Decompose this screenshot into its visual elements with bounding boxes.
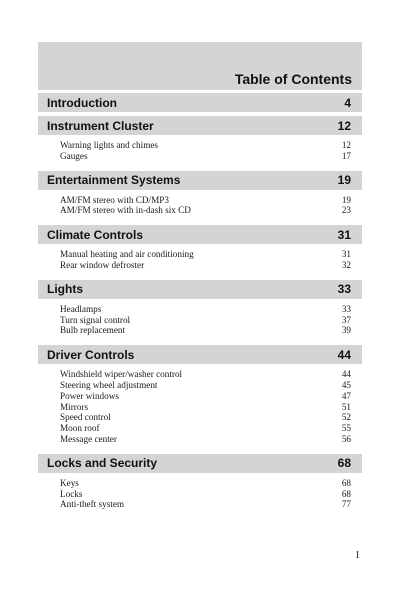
section-items [38,299,362,341]
toc-entry[interactable] [60,391,351,402]
toc-entry[interactable] [60,140,351,151]
section-page-number: 68 [337,456,351,471]
section-header[interactable] [38,116,362,135]
section-page-number: 4 [344,95,351,110]
toc-entry-label: Mirrors [60,401,89,412]
section-page-number: 31 [337,227,351,242]
toc-entry[interactable] [60,369,351,380]
toc-entry-label: AM/FM stereo with CD/MP3 [60,194,169,205]
toc-entry-label: Warning lights and chimes [60,140,159,150]
toc-entry-label: Manual heating and air conditioning [60,249,194,260]
toc-section [38,116,362,167]
toc-entry-label: Windshield wiper/washer control [60,369,183,380]
toc-entry-page: 56 [341,433,351,444]
toc-entry-label: Keys [60,477,79,488]
toc-entry-label: Power windows [60,390,119,401]
toc-entry[interactable] [60,195,351,206]
toc-section [38,225,362,276]
section-title: Introduction [47,95,117,110]
section-items [38,190,362,222]
toc-entry[interactable] [60,260,351,271]
toc-entry[interactable] [60,315,351,326]
page-number: 1 [355,550,360,561]
toc-entry-label: AM/FM stereo with in-dash six CD [60,205,191,216]
section-title: Climate Controls [47,227,144,242]
section-title: Instrument Cluster [47,118,154,133]
toc-entry-page: 12 [341,140,351,150]
table-of-contents [38,93,362,515]
toc-entry-page: 45 [341,379,351,390]
toc-entry-page: 32 [341,259,351,270]
section-title: Driver Controls [47,347,135,362]
toc-section [38,93,362,112]
section-header[interactable] [38,454,362,473]
toc-entry-page: 47 [341,390,351,401]
section-header[interactable] [38,345,362,364]
section-page-number: 19 [337,173,351,188]
toc-entry-label: Message center [60,433,117,444]
toc-entry-page: 68 [341,488,351,499]
toc-entry[interactable] [60,412,351,423]
section-header[interactable] [38,171,362,190]
toc-entry-label: Speed control [60,412,111,423]
section-title: Entertainment Systems [47,173,181,188]
toc-entry[interactable] [60,402,351,413]
toc-entry-page: 23 [341,205,351,216]
toc-entry-page: 51 [341,401,351,412]
toc-entry-page: 77 [341,499,351,510]
section-items [38,135,362,167]
toc-entry-page: 39 [341,325,351,336]
toc-entry-page: 44 [341,369,351,380]
toc-entry-label: Anti-theft system [60,499,125,510]
section-header[interactable] [38,93,362,112]
toc-entry-page: 55 [341,423,351,434]
section-page-number: 12 [337,118,351,133]
toc-entry[interactable] [60,304,351,315]
toc-entry-label: Bulb replacement [60,325,126,336]
toc-entry[interactable] [60,151,351,162]
toc-entry-page: 31 [341,249,351,260]
toc-entry[interactable] [60,489,351,500]
title-band [38,42,362,90]
section-title: Lights [47,282,83,297]
toc-entry[interactable] [60,478,351,489]
toc-entry-label: Headlamps [60,303,102,314]
toc-entry[interactable] [60,434,351,445]
toc-entry-page: 52 [341,412,351,423]
page-title: Table of Contents [234,71,352,87]
section-page-number: 33 [337,282,351,297]
toc-entry-page: 68 [341,477,351,488]
toc-entry-label: Turn signal control [60,314,131,325]
toc-entry-label: Steering wheel adjustment [60,379,158,390]
toc-entry[interactable] [60,380,351,391]
toc-entry-page: 33 [341,303,351,314]
section-header[interactable] [38,225,362,244]
toc-entry-label: Rear window defroster [60,259,145,270]
section-items [38,364,362,450]
toc-entry[interactable] [60,249,351,260]
section-page-number: 44 [337,347,351,362]
toc-entry[interactable] [60,205,351,216]
section-title: Locks and Security [47,456,158,471]
toc-section [38,345,362,450]
toc-section [38,454,362,515]
toc-entry-label: Locks [60,488,83,499]
toc-entry-page: 17 [341,150,351,161]
toc-entry[interactable] [60,499,351,510]
section-header[interactable] [38,280,362,299]
toc-entry-label: Moon roof [60,423,100,434]
toc-section [38,280,362,341]
toc-section [38,171,362,222]
section-items [38,244,362,276]
toc-entry[interactable] [60,325,351,336]
toc-entry[interactable] [60,423,351,434]
section-items [38,473,362,515]
toc-entry-label: Gauges [60,150,88,161]
toc-entry-page: 19 [341,194,351,205]
toc-entry-page: 37 [341,314,351,325]
